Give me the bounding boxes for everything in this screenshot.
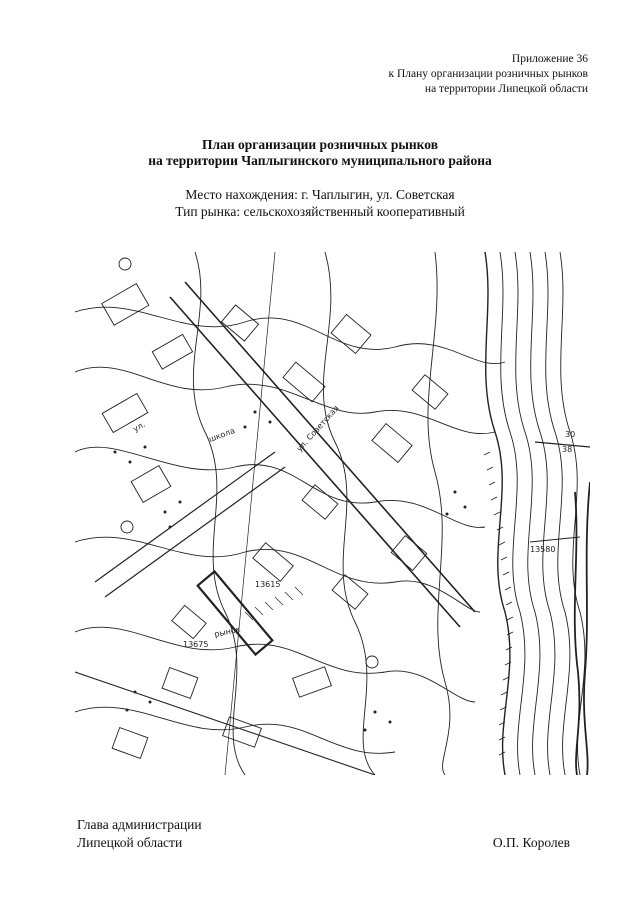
appendix-note	[389, 52, 588, 97]
site-plan-drawing	[75, 252, 590, 775]
appendix-line-3: на территории Липецкой области	[424, 83, 588, 95]
title-line-2: на территории Чаплыгинского муниципального района	[148, 153, 492, 168]
position-line-2: Липецкой области	[77, 835, 183, 850]
position-line-1: Глава администрации	[77, 817, 202, 832]
document-title	[0, 137, 640, 169]
market-info	[0, 186, 640, 220]
map-labels	[132, 404, 576, 649]
map-label-number-2: 38	[562, 445, 573, 454]
site-plan-map	[75, 252, 590, 775]
map-label-height-2: 13675	[183, 640, 209, 649]
location-line: Место нахождения: г. Чаплыгин, ул. Советская	[185, 187, 455, 202]
appendix-line-2: к Плану организации розничных рынков	[388, 68, 588, 80]
signatory-position	[77, 816, 202, 852]
map-label-height-1: 13615	[255, 580, 281, 589]
signatory-name: О.П. Королев	[492, 835, 570, 850]
map-label-street-2: ул.	[131, 419, 147, 434]
map-label-height-3: 13580	[530, 545, 556, 554]
appendix-line-1: Приложение 36	[511, 53, 588, 65]
title-line-1: План организации розничных рынков	[202, 137, 438, 152]
map-label-number-1: 30	[565, 430, 576, 439]
market-type-line: Тип рынка: сельскохозяйственный кооперативный	[175, 204, 465, 219]
map-label-school: школа	[207, 426, 237, 444]
map-label-market: рынок	[213, 624, 242, 639]
map-label-street: ул. Советская	[294, 403, 341, 454]
